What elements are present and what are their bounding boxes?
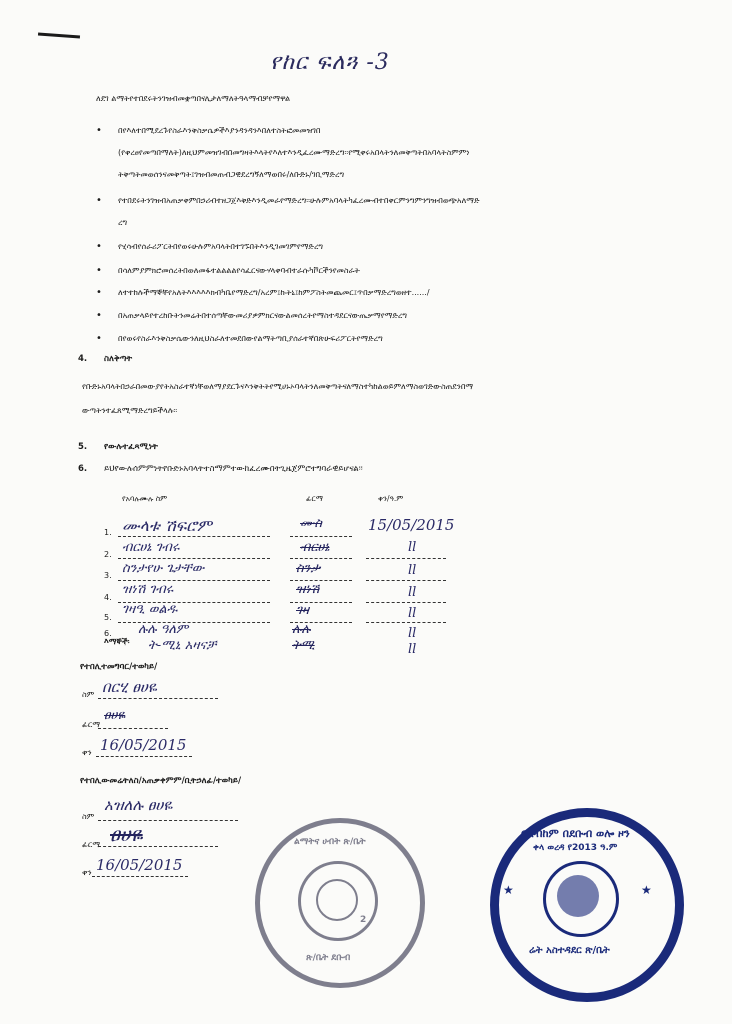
name-line xyxy=(118,580,270,581)
date-line xyxy=(366,622,446,623)
witness-date: ll xyxy=(408,642,417,657)
pen-mark xyxy=(38,33,80,39)
stamp-bottom-text: ሬት አስተዳደር ጽ/ቤት xyxy=(529,945,610,956)
row-number: 4. xyxy=(104,593,112,602)
member-date: ll xyxy=(408,585,417,600)
member-signature: ዝነሽ xyxy=(296,582,320,597)
member-name: ብርሀኔ ገብሩ xyxy=(122,540,180,555)
sign-line xyxy=(98,728,168,729)
sign-line xyxy=(98,846,218,847)
member-signature: ስንታ xyxy=(296,561,321,576)
name-line xyxy=(118,558,270,559)
receiver-1-date-label: ቀን xyxy=(82,748,92,757)
member-name: ስንታየሁ ጌታቸው xyxy=(122,561,205,576)
bullet-continuation: (የቀረፀየመጣበማለት)ለዚህምመዝገብበመግዛትእላትየእለተእንዲፈረሙማድረግ፡፡የሚቀሩአበላትንለመቅጣትበአባላትስምምነ xyxy=(118,148,470,157)
name-line xyxy=(98,820,238,821)
date-line xyxy=(366,580,446,581)
header-sign: ፊርማ xyxy=(306,494,323,503)
header-date: ቀን/ዓ.ም xyxy=(378,494,404,503)
receiver-2-name-label: ስም xyxy=(82,812,95,821)
emblem-icon xyxy=(316,879,358,921)
intro-text: ለደገ ልማትየተበደሩትንገዝብመቋጣበናሊታለማለትዓላማብቻየማዋል xyxy=(96,94,291,103)
name-line xyxy=(98,698,218,699)
bullet-icon: • xyxy=(96,241,102,252)
stamp-top-text: ልማትና ሀብት ጽ/ቤት xyxy=(294,837,366,847)
receiver-1-date: 16/05/2015 xyxy=(100,736,187,754)
star-icon: ★ xyxy=(641,883,652,897)
row-number: 2. xyxy=(104,550,112,559)
witness-signature: ትሚ xyxy=(292,638,315,653)
row-number: 5. xyxy=(104,613,112,622)
witness-name: ት-ሚኒ አዛናቻ xyxy=(148,638,217,653)
member-signature: ገዛ xyxy=(296,603,310,618)
member-name: ሙላቱ ሽፍሮም xyxy=(122,516,212,535)
bullet-continuation: ረግ xyxy=(118,218,128,227)
bullet-item: • የተበደሩትንገዝብአጠቃቀምበኃሪብተዘጋጀእቅድእንዲመራየማድረግ፡፡ሁሉምአባላትካፈረሙብተበቀርምንግምንግዝብወጭአለማድ xyxy=(96,195,480,206)
member-name: ገዛዒ ወልዱ xyxy=(122,602,178,617)
bullet-continuation: ትቅጣትመወሰንናመቅጣት፤ገዝብመጠብጋዊደረግኝለማወበሩ/ለቡድኑ/ገቢማድረግ xyxy=(118,170,345,179)
official-stamp-right xyxy=(490,808,684,1002)
name-line xyxy=(118,536,270,537)
emblem-icon xyxy=(557,875,599,917)
section-4-paragraph: የቡድኑአባላትበኃራበመውያየትአስራተኛነቸወለማያደርጉናእንቅትትየሚሀኑኦባላትንለመቅጣትናለማስተካከልወይምለማስወገድውስጠደንበማ xyxy=(82,382,474,391)
receiver-1-name: በርሂ ፀሀዬ xyxy=(102,678,157,696)
member-date: ll xyxy=(408,540,417,555)
header-name: የአባሉሙሉ ስም xyxy=(122,494,168,503)
member-signature: ሙስ xyxy=(300,516,322,531)
row-number: 1. xyxy=(104,528,112,537)
member-name: ዝነሽ ገብሩ xyxy=(122,582,174,597)
bullet-item: • ለተተከሉችማኞቸየአለትእእእእእክብካቤየማድረግ/አረም፤ኩትኒ፤ከምፖስትመጨመር፤ጥበቃማድረግወዘተ....../ xyxy=(96,287,430,298)
row-number: 3. xyxy=(104,571,112,580)
bullet-icon: • xyxy=(96,287,102,298)
section-4-paragraph: ውጣትንተፈጸሚማድረግይችላሉ፡፡ xyxy=(82,406,178,415)
receiver-2-signature: ፀሀዬ xyxy=(110,822,143,846)
stamp-mid-text: ቀላ ወረዳ የ2013 ዓ.ም xyxy=(533,843,618,853)
receiver-1-name-label: ስም xyxy=(82,690,95,699)
date-line xyxy=(92,876,188,877)
section-4-heading: 4. ስለቅጣት xyxy=(78,354,133,364)
section-5-heading: 5. የውሉተፈጻሚነት xyxy=(78,442,158,452)
stamp-bottom-text: ጽ/ቤት ደቡብ xyxy=(306,953,351,963)
bullet-icon: • xyxy=(96,310,102,321)
stamp-top-text: በአብከም በደቡብ ወሎ ዞን xyxy=(521,827,630,840)
bullet-icon: • xyxy=(96,125,102,136)
date-line xyxy=(366,558,446,559)
sign-line xyxy=(290,580,352,581)
bullet-icon: • xyxy=(96,195,102,206)
member-signature: ሉሉ xyxy=(292,622,311,637)
bullet-item: • በየወሩየስራእንቅስቃሴውንለዚህስራለተመደበውየልማትጣቢያሰራተኛበጽሁፍሪፖርትየማድረግ xyxy=(96,333,383,344)
bullet-item: • በየእለተበሚደረጉየስራእንቅስቃሴዎችእያንዳንዳንእበለተስትፎመመዝገበ xyxy=(96,125,321,136)
bullet-item: • በሳለምያምክሮመሰረትበወለመፋተልልልልየሳፈርናውሃላቀባብተራሱካቮርችንየመስራት xyxy=(96,265,360,276)
receiver-2-date-label: ቀን xyxy=(82,868,92,877)
receiver-1-label: የተበሊተመግባር/ተወካይ/ xyxy=(80,662,158,672)
stamp-number: 2 xyxy=(360,915,367,925)
member-signature: ብርሀኔ xyxy=(300,540,330,555)
member-date: 15/05/2015 xyxy=(368,516,455,534)
section-6-heading: 6. ይህየውሉሰምምነትየቡድኑአባላትተስማምተውከፈረሙበትጊዜጀምሮተግባራዊይሆናል፡፡ xyxy=(78,464,363,474)
member-name: ሉሉ ዓለም xyxy=(138,622,189,637)
bullet-item: • የሂሳብየሰራሪፖርትበየወሩሁሉምአባላትበተገኙበትእንዲገመገምየማድረግ xyxy=(96,241,324,252)
witness-label: እማኞች፡ xyxy=(104,637,130,646)
date-line xyxy=(96,756,192,757)
receiver-2-label: የተበሊውመሬትለስ/አጠቃቀምም/ቢትኃለፊ/ተወካይ/ xyxy=(80,776,242,786)
date-line xyxy=(366,602,446,603)
bullet-item: • በአጠቃላይየተረከቡትንመሬትበተሰጣቸውመሪያዎምክርናውልመሰረትየማስተዳደርናውጤቃማየማድረግ xyxy=(96,310,408,321)
receiver-1-signature: ፀሀዬ xyxy=(104,708,126,723)
handwritten-title: የከር ፍለጓ -3 xyxy=(270,50,390,75)
row-number: 6. xyxy=(104,629,112,638)
official-stamp-left xyxy=(255,818,425,988)
member-date: ll xyxy=(408,563,417,578)
member-date: ll xyxy=(408,626,417,641)
sign-line xyxy=(290,558,352,559)
bullet-icon: • xyxy=(96,333,102,344)
receiver-1-sign-label: ፊርማ xyxy=(82,720,101,729)
sign-line xyxy=(290,536,352,537)
member-date: ll xyxy=(408,606,417,621)
receiver-2-name: አዝለሉ ፀሀዬ xyxy=(104,796,173,814)
bullet-icon: • xyxy=(96,265,102,276)
receiver-2-sign-label: ፊርማ xyxy=(82,840,101,849)
receiver-2-date: 16/05/2015 xyxy=(96,856,183,874)
star-icon: ★ xyxy=(503,883,514,897)
